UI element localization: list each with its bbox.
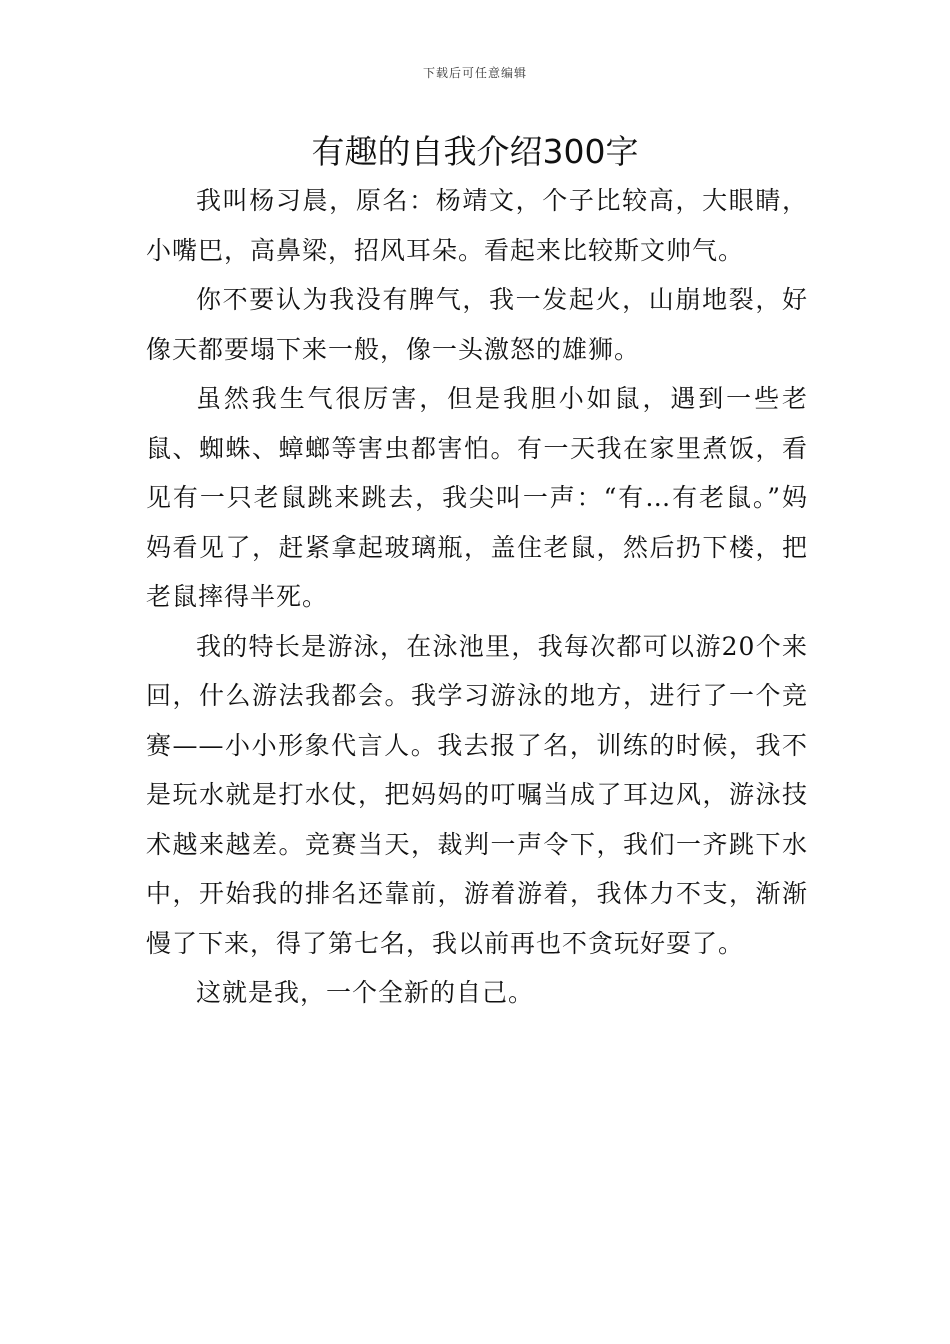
paragraph-3: 虽然我生气很厉害，但是我胆小如鼠，遇到一些老鼠、蜘蛛、蟑螂等害虫都害怕。有一天我在家里煮饭，看见有一只老鼠跳来跳去，我尖叫一声：“有…有老鼠。”妈妈看见了，赶紧拿起玻璃瓶，盖住老鼠，然后扔下楼，把老鼠摔得半死。 — [146, 384, 808, 611]
paragraph-2: 你不要认为我没有脾气，我一发起火，山崩地裂，好像天都要塌下来一般，像一头激怒的雄狮。 — [146, 285, 808, 364]
header-note: 下载后可任意编辑 — [422, 66, 527, 80]
page-title: 有趣的自我介绍300字 — [311, 132, 639, 171]
document-body — [146, 176, 808, 1018]
paragraph-1: 我叫杨习晨，原名：杨靖文，个子比较高，大眼睛，小嘴巴，高鼻梁，招风耳朵。看起来比较斯文帅气。 — [146, 186, 808, 265]
paragraph-5: 这就是我，一个全新的自己。 — [196, 978, 535, 1007]
paragraph-4: 我的特长是游泳，在泳池里，我每次都可以游20个来回，什么游法我都会。我学习游泳的地方，进行了一个竞赛——小小形象代言人。我去报了名，训练的时候，我不是玩水就是打水仗，把妈妈的叮嘱当成了耳边风，游泳技术越来越差。竞赛当天，裁判一声令下，我们一齐跳下水中，开始我的排名还靠前，游着游着，我体力不支，渐渐慢了下来，得了第七名，我以前再也不贪玩好耍了。 — [146, 631, 808, 958]
